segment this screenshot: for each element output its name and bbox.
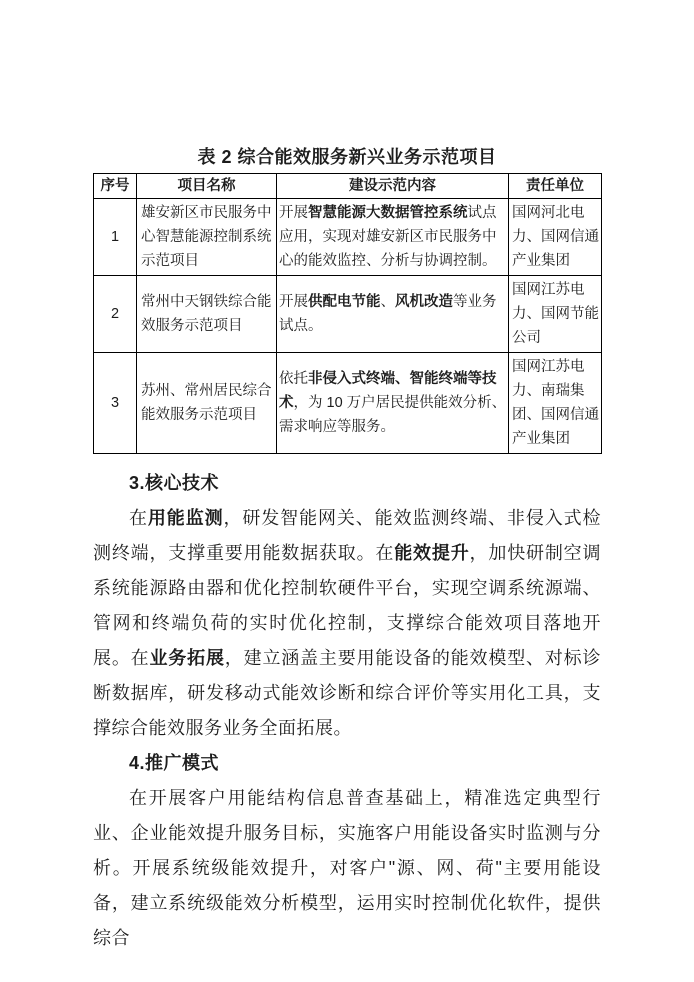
cell-content: 开展供配电节能、风机改造等业务试点。	[277, 276, 509, 353]
cell-project-name: 苏州、常州居民综合能效服务示范项目	[137, 353, 277, 454]
cell-project-name: 常州中天钢铁综合能效服务示范项目	[137, 276, 277, 353]
cell-unit: 国网河北电力、国网信通产业集团	[509, 199, 602, 276]
cell-no: 2	[94, 276, 137, 353]
table-header-row	[94, 174, 602, 199]
cell-content: 依托非侵入式终端、智能终端等技术，为 10 万户居民提供能效分析、需求响应等服务。	[277, 353, 509, 454]
col-header-project-name: 项目名称	[137, 174, 277, 199]
col-header-no: 序号	[94, 174, 137, 199]
table-row	[94, 276, 602, 353]
section-paragraph-core-technology: 在用能监测，研发智能网关、能效监测终端、非侵入式检测终端，支撑重要用能数据获取。在能效提升，加快研制空调系统能源路由器和优化控制软硬件平台，实现空调系统源端、管网和终端负荷的实时优化控制，支撑综合能效项目落地开展。在业务拓展，建立涵盖主要用能设备的能效模型、对标诊断数据库，研发移动式能效诊断和综合评价等实用化工具，支撑综合能效服务业务全面拓展。	[93, 508, 602, 738]
cell-unit: 国网江苏电力、国网节能公司	[509, 276, 602, 353]
col-header-content: 建设示范内容	[277, 174, 509, 199]
projects-table	[93, 173, 602, 454]
cell-content: 开展智慧能源大数据管控系统试点应用，实现对雄安新区市民服务中心的能效监控、分析与协调控制。	[277, 199, 509, 276]
col-header-unit: 责任单位	[509, 174, 602, 199]
document-body	[93, 466, 601, 956]
cell-unit: 国网江苏电力、南瑞集团、国网信通产业集团	[509, 353, 602, 454]
section-heading-promotion-model: 4.推广模式	[129, 753, 220, 773]
section-paragraph-promotion-model: 在开展客户用能结构信息普查基础上，精准选定典型行业、企业能效提升服务目标，实施客户用能设备实时监测与分析。开展系统级能效提升，对客户"源、网、荷"主要用能设备，建立系统级能效分析模型，运用实时控制优化软件，提供综合	[93, 788, 601, 948]
table-row	[94, 199, 602, 276]
cell-project-name: 雄安新区市民服务中心智慧能源控制系统示范项目	[137, 199, 277, 276]
table-title: 表 2 综合能效服务新兴业务示范项目	[197, 147, 497, 167]
cell-no: 1	[94, 199, 137, 276]
table-row	[94, 353, 602, 454]
section-heading-core-technology: 3.核心技术	[129, 473, 220, 493]
cell-no: 3	[94, 353, 137, 454]
